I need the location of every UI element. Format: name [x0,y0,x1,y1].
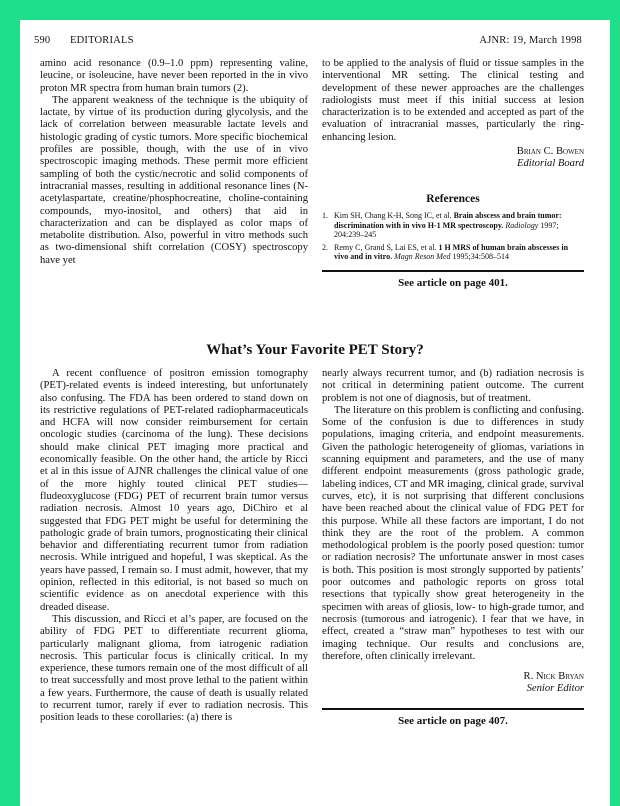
reference-journal: Radiology [505,220,539,230]
see-article-note: See article on page 407. [322,708,584,727]
author-role: Editorial Board [517,158,584,170]
reference-journal: Magn Reson Med [394,252,451,262]
reference-authors: Kim SH, Chang K-H, Song IC, et al. [334,210,452,220]
reference-number: 2. [322,242,328,252]
see-article-note: See article on page 401. [322,270,584,289]
author-role: Senior Editor [526,683,584,695]
author-signature [322,146,584,171]
paragraph: amino acid resonance (0.9–1.0 ppm) representing valine, leucine, or isoleucine, have never been reported in the in vivo proton MR spectra from human brain tumors (2). [40,58,308,94]
references-heading: References [426,192,480,205]
reference-authors: Remy C, Grand S, Lai ES, et al. [334,242,437,252]
pet-editorial-column-left [40,368,308,725]
journal-citation: AJNR: 19, March 1998 [479,35,582,46]
reference-item [322,243,584,262]
journal-page [20,20,610,806]
reference-item [322,211,584,240]
reference-details: 1995;34:508–514 [452,252,509,262]
editorial-title: What’s Your Favorite PET Story? [206,342,424,358]
reference-title: Brain abscess and brain tumor: discrimination with in vivo H-1 MR spectroscopy. [334,210,562,230]
reference-number: 1. [322,210,328,220]
reference-details: 1997; 204:239–245 [334,220,559,240]
section-label: EDITORIALS [70,35,134,46]
paragraph: to be applied to the analysis of fluid or tissue samples in the interventional MR setting. The clinical testing and development of these newer approaches are the challenges radiologists must meet if this initial success at lesion characterization is to be extended and accepted as part of the evaluation of intracranial masses, particularly the ring-enhancing lesion. [322,58,584,143]
references-list [322,211,584,262]
paragraph: This discussion, and Ricci et al’s paper, are focused on the ability of FDG PET to differentiate recurrent glioma, particularly malignant glioma, from iatrogenic radiation necrosis. This particular focus is clinically critical. In my experience, these tumors remain one of the most difficult of all to treat successfully and most prove lethal to the patient within a few years. Furthermore, the cause of death is usually related to recurrent tumor, rarely if ever to radiation necrosis. This position leads to these corollaries: (a) there is [40,613,308,724]
pet-editorial-column-right [322,368,584,727]
paragraph: A recent confluence of positron emission tomography (PET)-related events is indeed interesting, but unfortunately also confusing. The FDA has been ordered to stand down on its restrictive regulations of PET-related radiopharmaceuticals and HCFA will now consider reimbursement for certain oncologic studies (carcinoma of the lung). These decisions should make clinical PET imaging more practical and economically feasible. On the other hand, the article by Ricci et al in this issue of AJNR challenges the clinical value of one of the more highly touted clinical PET studies—fludeoxyglucose (FDG) PET of recurrent brain tumor versus radiation necrosis. Almost 10 years ago, DiChiro et al suggested that FDG PET might be useful for determining the pathologic grade of brain tumors, prognosticating their clinical behavior and differentiating recurrent tumor from radiation necrosis. While intrigued and hopeful, I was skeptical. As the years have passed, I remain so. I must admit, however, that my opinion, reflected in this editorial, is not based so much on scientific evidence as on anecdotal experience with this dreaded disease. [40,368,308,613]
paragraph: The apparent weakness of the technique is the ubiquity of lactate, by virtue of its production during glycolysis, and the lack of correlation between measurable lactate levels and histologic grading of cystic tumors. More specific biochemical profiles are possible, though, with the use of in vivo spectroscopic imaging methods. These permit more efficient sampling of both the cystic/necrotic and solid components of intracranial masses, resulting in additional resonance lines (N-acetylaspartate, creatine/phosphocreatine, choline-containing compounds, myo-inositol, and others) that aid in characterization and can be displayed as color maps of metabolite distribution. Also, powerful in vitro methods such as two-dimensional shift correlation (COSY) spectroscopy have yet [40,94,308,266]
previous-editorial-column-right [322,58,584,289]
page-number: 590 [34,35,51,46]
paragraph: nearly always recurrent tumor, and (b) radiation necrosis is not critical in determining patient outcome. The current problem is not one of diagnosis, but of treatment. [322,368,584,404]
reference-title: 1 H MRS of human brain abscesses in vivo and in vitro. [334,242,569,262]
author-signature [322,671,584,696]
author-name: R. Nick Bryan [523,671,584,683]
paragraph: The literature on this problem is conflicting and confusing. Some of the confusion is due to differences in study populations, imaging criteria, and endpoint measurements. Given the pathologic heterogeneity of gliomas, variations in scanning equipment and parameters, and the use of many different endpoint measurements (gross pathologic grade, labeling indices, CT and MR imaging, clinical grade, survival curves, etc), it is not surprising that different conclusions have been reached about the clinical value of FDG PET for this purpose. While all these factors are important, I do not think they are the root of the problem. A common methodological problem is the poorly posed question: tumor or radiation necrosis? The unfortunate answer in most cases is both. This position is most strongly supported by patients’ poor outcomes and pathologic reports on gross total resections that typically show great heterogeneity in the specimen with areas of gliosis, low- to high-grade tumor, and necrosis (tumorous and iatrogenic). I fear that we have, in effect, created a “straw man” hypotheses to test with our imaging technique. Our results and conclusions are, therefore, often clinically irrelevant. [322,404,584,662]
author-name: Brian C. Bowen [516,146,584,158]
previous-editorial-column-left [40,58,308,267]
